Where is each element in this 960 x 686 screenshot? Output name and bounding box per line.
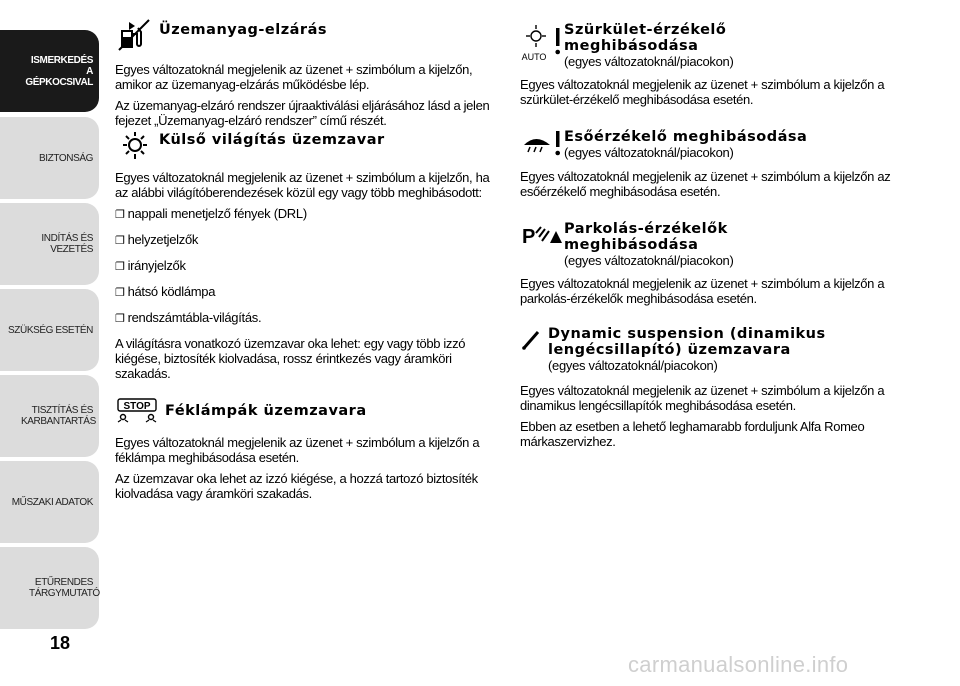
watermark: carmanualsonline.info xyxy=(628,652,849,677)
faulty-lights-list xyxy=(115,206,500,327)
list-item: ❐ helyzetjelzők xyxy=(115,232,500,249)
list-item: ❐ rendszámtábla-világítás. xyxy=(115,310,500,327)
section-title: Parkolás-érzékelők meghibásodása xyxy=(564,221,728,253)
rain-sensor-fault-icon xyxy=(520,129,564,161)
availability-note: (egyes változatoknál/piacokon) xyxy=(564,145,734,160)
section-title: Üzemanyag-elzárás xyxy=(159,22,327,38)
tab-label: INDÍTÁS ÉS VEZETÉS xyxy=(41,233,93,255)
parking-sensor-section xyxy=(520,221,910,306)
exterior-light-fault-icon xyxy=(115,130,159,162)
tab-label: ETŰRENDES TÁRGYMUTATÓ xyxy=(29,577,100,599)
paragraph: Egyes változatoknál megjelenik az üzenet + szimbólum a kijelzőn a szürkület-érzékelő meghibásodása esetén. xyxy=(520,77,885,107)
tab-label: ISMERKEDÉS A GÉPKOCSIVAL xyxy=(25,54,93,88)
paragraph: Egyes változatoknál megjelenik az üzenet + szimbólum a kijelzőn a dinamikus lengécsillapítók meghibásodása esetén. xyxy=(520,383,885,413)
exterior-lights-section xyxy=(115,130,500,381)
tab-label: BIZTONSÁG xyxy=(38,152,93,164)
fuel-cutoff-icon xyxy=(115,18,159,50)
brake-light-fault-icon xyxy=(115,395,165,427)
list-item: ❐ irányjelzők xyxy=(115,258,500,275)
section-title: Esőérzékelő meghibásodása xyxy=(564,129,808,145)
paragraph: Ebben az esetben a lehető leghamarabb forduljunk Alfa Romeo márkaszervizhez. xyxy=(520,419,865,449)
section-title: Szürkület-érzékelő meghibásodása xyxy=(564,22,727,54)
paragraph: Egyes változatoknál megjelenik az üzenet + szimbólum a kijelzőn, ha az alábbi világítóberendezések közül egy vagy több meghibásodott: xyxy=(115,170,490,200)
list-item: ❐ nappali menetjelző fények (DRL) xyxy=(115,206,500,223)
tab-technical-data[interactable] xyxy=(0,461,99,543)
tab-starting-driving[interactable] xyxy=(0,203,99,285)
suspension-section xyxy=(520,326,910,449)
tab-cleaning-maintenance[interactable] xyxy=(0,375,99,457)
paragraph: Egyes változatoknál megjelenik az üzenet + szimbólum a kijelzőn az esőérzékelő meghibásodása esetén. xyxy=(520,169,891,199)
parking-sensor-fault-icon xyxy=(520,221,564,253)
svg-text:P: P xyxy=(522,226,536,248)
stop-icon-text: STOP xyxy=(123,401,151,412)
tab-label: MŰSZAKI ADATOK xyxy=(11,496,93,508)
tab-getting-to-know-car[interactable] xyxy=(0,30,99,112)
twilight-sensor-section xyxy=(520,22,910,107)
paragraph: Az üzemzavar oka lehet az izzó kiégése, a hozzá tartozó biztosíték kiolvadása vagy áramköri szakadás. xyxy=(115,471,478,501)
section-title: Külső világítás üzemzavar xyxy=(159,132,385,148)
left-column xyxy=(115,18,500,507)
brake-lights-section xyxy=(115,395,500,501)
auto-icon-text: AUTO xyxy=(521,52,547,62)
paragraph: Az üzemanyag-elzáró rendszer újraaktiválási eljárásához lásd a jelen fejezet „Üzemanyag-elzáró rendszer” című részét. xyxy=(115,98,490,128)
twilight-sensor-fault-icon xyxy=(520,22,564,64)
list-item: ❐ hátsó ködlámpa xyxy=(115,284,500,301)
availability-note: (egyes változatoknál/piacokon) xyxy=(564,253,734,268)
paragraph: Egyes változatoknál megjelenik az üzenet + szimbólum a kijelzőn a parkolás-érzékelők meghibásodása esetén. xyxy=(520,276,885,306)
tab-emergency[interactable] xyxy=(0,289,99,371)
fuel-cutoff-section xyxy=(115,18,500,128)
availability-note: (egyes változatoknál/piacokon) xyxy=(548,358,718,373)
paragraph: Egyes változatoknál megjelenik az üzenet + szimbólum a kijelzőn a féklámpa meghibásodása esetén. xyxy=(115,435,480,465)
right-column xyxy=(520,22,910,455)
section-title: Féklámpák üzemzavara xyxy=(165,403,367,419)
section-title: Dynamic suspension (dinamikus lengécsillapító) üzemzavara xyxy=(548,326,826,358)
tab-label: SZÜKSÉG ESETÉN xyxy=(8,324,93,336)
paragraph: Egyes változatoknál megjelenik az üzenet + szimbólum a kijelzőn, amikor az üzemanyag-elzárás működésbe lép. xyxy=(115,62,473,92)
tab-safety[interactable] xyxy=(0,117,99,199)
tab-index[interactable] xyxy=(0,547,99,629)
suspension-fault-icon xyxy=(520,326,548,358)
paragraph: A világításra vonatkozó üzemzavar oka lehet: egy vagy több izzó kiégése, biztosíték kiolvadása, rossz érintkezés vagy áramköri szakadás. xyxy=(115,336,466,381)
tab-label: TISZTÍTÁS ÉS KARBANTARTÁS xyxy=(21,405,96,427)
rain-sensor-section xyxy=(520,129,910,199)
page-number: 18 xyxy=(50,633,71,653)
availability-note: (egyes változatoknál/piacokon) xyxy=(564,54,734,69)
